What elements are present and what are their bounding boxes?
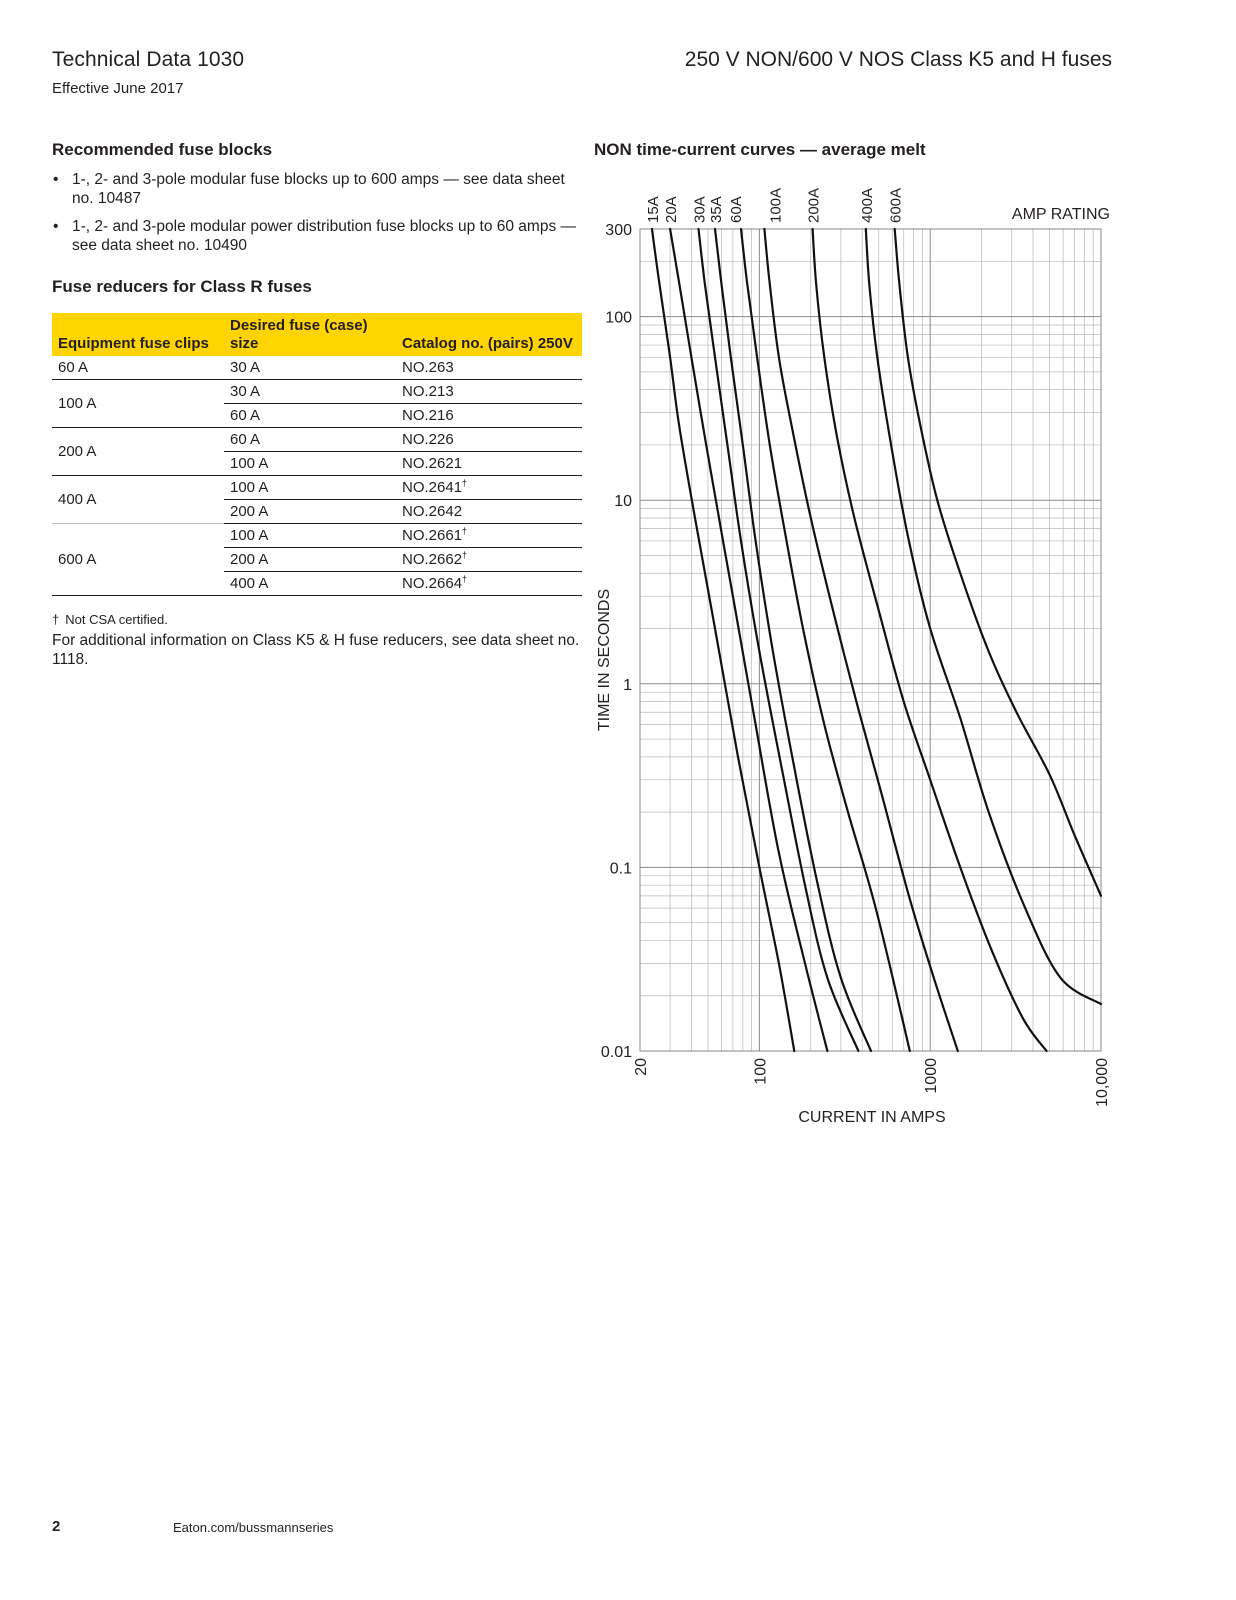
catalog-number: NO.263 [402, 359, 454, 376]
effective-date: Effective June 2017 [52, 80, 184, 97]
footer-url: Eaton.com/bussmannseries [173, 1520, 334, 1535]
grid-minor [640, 229, 1101, 1051]
plot-frame [640, 229, 1101, 1051]
y-tick-label: 300 [605, 222, 632, 239]
series-label: 35A [708, 196, 726, 223]
fuse-reducers-heading: Fuse reducers for Class R fuses [52, 277, 312, 296]
footnote-symbol: † [52, 612, 60, 627]
series-label: 60A [727, 196, 745, 223]
clip-cell: 100 A [52, 380, 224, 428]
size-cell: 30 A [224, 356, 396, 380]
series-labels [645, 188, 905, 223]
document-title: Technical Data 1030 [52, 48, 245, 71]
dagger-mark: † [462, 574, 468, 584]
size-cell: 200 A [224, 500, 396, 524]
x-tick-label: 20 [633, 1058, 650, 1076]
series-label: 15A [644, 196, 662, 223]
size-cell: 30 A [224, 380, 396, 404]
clip-cell: 400 A [52, 476, 224, 524]
y-tick-label: 100 [605, 309, 632, 327]
dagger-mark: † [462, 550, 468, 560]
y-tick-label: 1 [623, 676, 632, 694]
grid-major [640, 229, 1101, 1051]
size-cell: 100 A [224, 476, 396, 500]
curve-100a [764, 229, 957, 1051]
y-tick-label: 0.01 [600, 1044, 632, 1061]
curve-35a [715, 229, 871, 1051]
dagger-mark: † [462, 526, 468, 536]
x-tick-labels [633, 1058, 1111, 1107]
page-number: 2 [52, 1518, 61, 1535]
series-label: 20A [663, 196, 681, 223]
chart-title: NON time-current curves — average melt [594, 140, 926, 159]
series-label: 200A [805, 187, 823, 223]
x-tick-label: 100 [752, 1058, 770, 1085]
x-tick-label: 1000 [923, 1058, 941, 1094]
catalog-number: NO.2662 [402, 551, 463, 568]
catalog-number: NO.2664 [402, 575, 463, 592]
curves [652, 229, 1101, 1051]
fuse-blocks-heading: Recommended fuse blocks [52, 140, 273, 159]
y-axis-label: TIME IN SECONDS [596, 588, 613, 732]
legend-title: AMP RATING [1011, 206, 1110, 223]
size-cell: 200 A [224, 548, 396, 572]
bullet-icon: • [53, 171, 59, 188]
size-cell: 60 A [224, 404, 396, 428]
catalog-number: NO.2621 [402, 455, 463, 472]
column-header: Catalog no. (pairs) 250V [396, 313, 582, 356]
size-cell: 100 A [224, 452, 396, 476]
list-item-text: 1-, 2- and 3-pole modular power distribution fuse blocks up to 60 amps — see data sheet no. 10490 [72, 218, 577, 254]
curve-60a [741, 229, 910, 1051]
catalog-number: NO.216 [402, 407, 454, 424]
catalog-number: NO.2661 [402, 527, 463, 544]
curve-15a [652, 229, 794, 1051]
column-header: Desired fuse (case) size [224, 313, 396, 356]
clip-cell: 600 A [52, 524, 224, 596]
additional-info: For additional information on Class K5 & H fuse reducers, see data sheet no. 1118. [52, 632, 580, 668]
size-cell: 400 A [224, 572, 396, 596]
series-label: 100A [767, 187, 785, 223]
curve-20a [670, 229, 827, 1051]
column-header: Equipment fuse clips [52, 313, 224, 356]
size-cell: 60 A [224, 428, 396, 452]
bullet-icon: • [53, 218, 59, 235]
dagger-mark: † [462, 478, 468, 488]
series-label: 600A [887, 187, 905, 223]
catalog-number: NO.2642 [402, 503, 463, 520]
series-label: 30A [691, 196, 709, 223]
clip-cell: 60 A [52, 356, 224, 380]
x-tick-label: 10,000 [1094, 1058, 1111, 1107]
catalog-number: NO.226 [402, 431, 454, 448]
list-item-text: 1-, 2- and 3-pole modular fuse blocks up to 600 amps — see data sheet no. 10487 [72, 171, 565, 207]
catalog-number: NO.213 [402, 383, 454, 400]
x-axis-label: CURRENT IN AMPS [798, 1109, 946, 1126]
footnote-text: Not CSA certified. [65, 612, 168, 627]
y-tick-label: 10 [614, 493, 632, 511]
clip-cell: 200 A [52, 428, 224, 476]
y-tick-label: 0.1 [609, 860, 632, 878]
series-label: 400A [858, 187, 876, 223]
size-cell: 100 A [224, 524, 396, 548]
product-title: 250 V NON/600 V NOS Class K5 and H fuses [684, 48, 1112, 71]
curve-600a [895, 229, 1101, 896]
catalog-number: NO.2641 [402, 479, 463, 496]
